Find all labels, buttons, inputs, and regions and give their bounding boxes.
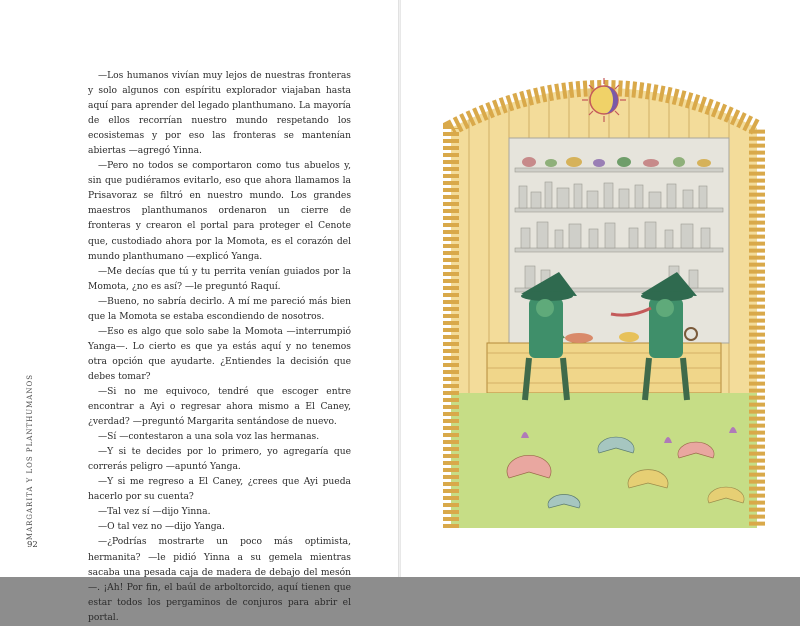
body-text [88, 69, 351, 626]
paragraph: —Si no me equivoco, tendré que escoger entre encontrar a Ayi o regresar ahora mismo a El Caney, ¿verdad? —preguntó Margarita sentándose de nuevo. [88, 386, 351, 428]
paragraph: —Bueno, no sabría decirlo. A mí me pareció más bien que la Momota se estaba escondiendo de nosotros. [88, 296, 351, 322]
paragraph: —Pero no todos se comportaron como tus abuelos y, sin que pudiéramos evitarlo, eso que ahora llamamos la Prisavoraz se filtró en nuestro mundo. Los grandes maestros planthumanos ordenaron un cierre de fronteras y crearon el portal para proteger el Cenote que, custodiado ahora por la Momota, es el corazón del mundo planthumano —explicó Yanga. [88, 161, 351, 262]
paragraph: —Me decías que tú y tu perrita venían guiados por la Momota, ¿no es así? —le preguntó Raquí. [88, 266, 351, 292]
illustration [429, 58, 779, 528]
floor [429, 393, 779, 528]
left-page [0, 0, 399, 623]
gutter [398, 0, 401, 577]
paragraph: —¿Podrías mostrarte un poco más optimista, hermanita? —le pidió Yinna a su gemela mientras sacaba una pesada caja de madera de debajo del mesón—. ¡Ah! Por fin, el baúl de arboltorcido, aquí tienen que estar todos los pergaminos de conjuros para abrir el portal. [88, 537, 351, 623]
paragraph: —Tal vez sí —dijo Yinna. [98, 507, 211, 518]
right-page [399, 0, 800, 577]
paragraph: —Y si me regreso a El Caney, ¿crees que Ayi pueda hacerlo por su cuenta? [88, 477, 351, 503]
running-head: MARGARITA Y LOS PLANTHUMANOS [26, 374, 34, 541]
paragraph: —O tal vez no —dijo Yanga. [98, 522, 225, 533]
paragraph: —Y si te decides por lo primero, yo agregaría que correrás peligro —apuntó Yanga. [88, 447, 351, 473]
page-number: 92 [27, 540, 38, 550]
paragraph: —Sí —contestaron a una sola voz las hermanas. [98, 432, 320, 443]
paragraph: —Eso es algo que solo sabe la Momota —interrumpió Yanga—. Lo cierto es que ya estás aquí y no tenemos otra opción que ayudarte. ¿Entiendes la decisión que debes tomar? [88, 326, 351, 382]
paragraph: —Los humanos vivían muy lejos de nuestras fronteras y solo algunos con espíritu explorador viajaban hasta aquí para aprender del legado planthumano. La mayoría de ellos recorrían nuestro mundo respetando los ecosistemas y por eso las fronteras se mantenían abiertas —agregó Yinna. [88, 71, 351, 157]
